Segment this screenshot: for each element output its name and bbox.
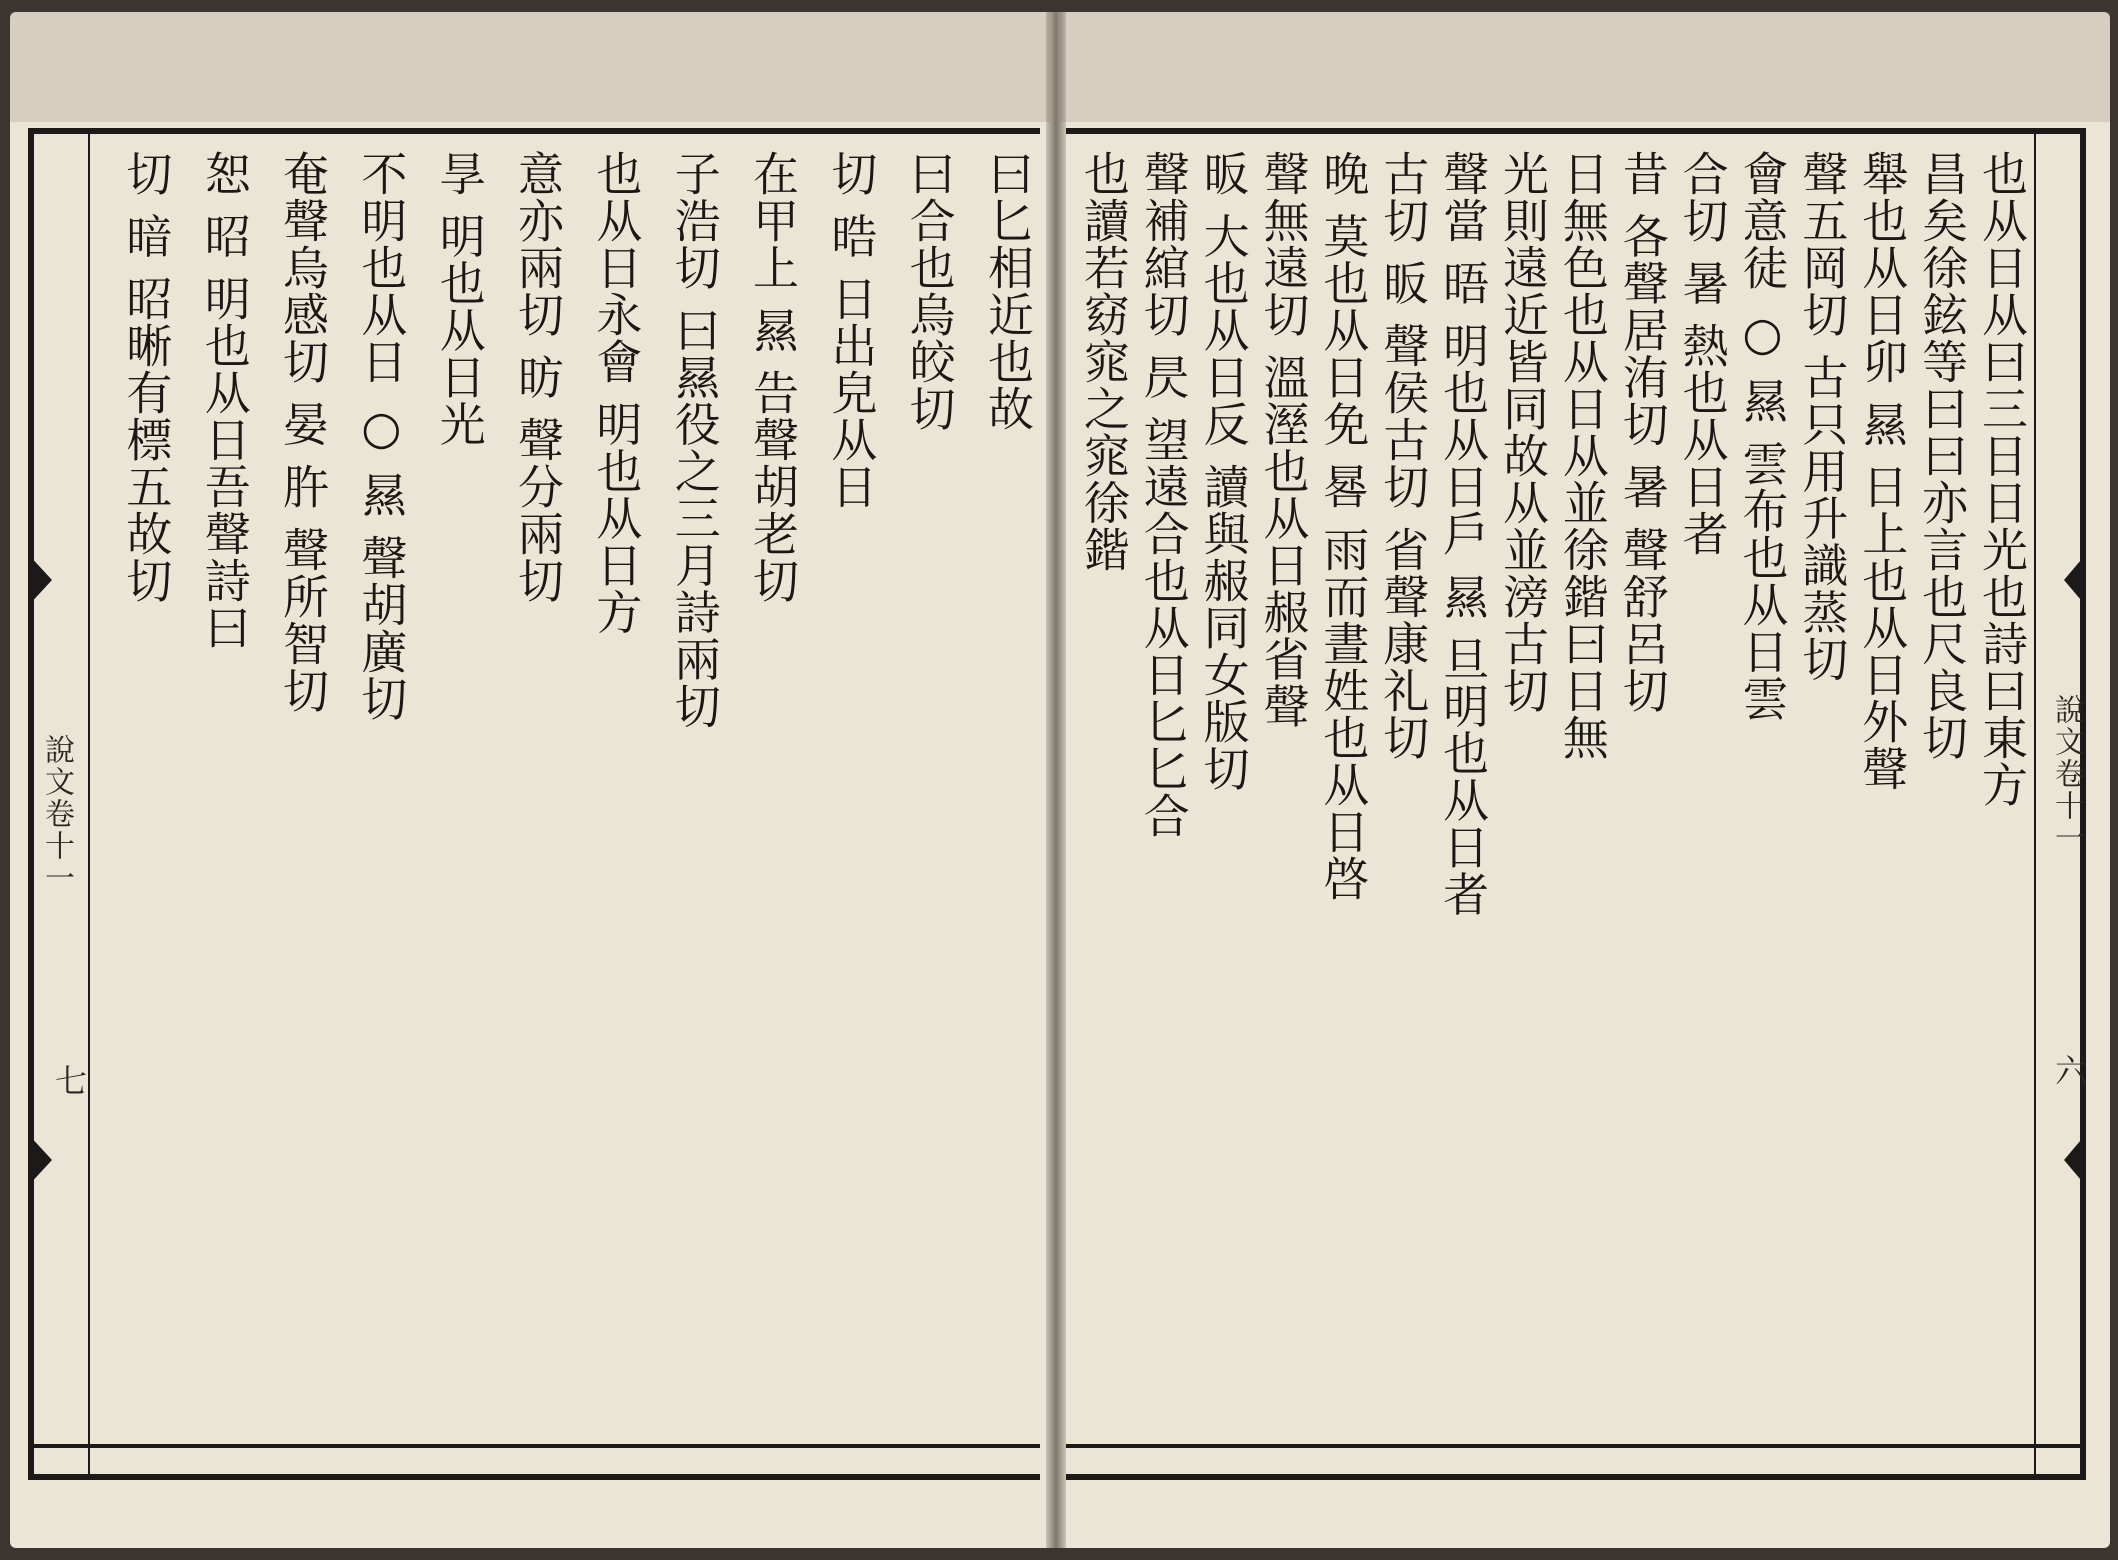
text-column: 也讀若窈窕之窕徐鍇 — [1076, 150, 1131, 573]
text-column: 在甲上 㬎 告聲胡老切 — [746, 150, 801, 605]
text-column: 會意徒 ○ 㬎 雲布也从日雲 — [1735, 150, 1790, 722]
fishtail-mark-bottom — [28, 1134, 52, 1186]
text-column: 切 暗 昭晰有標五故切 — [119, 150, 174, 605]
text-column: 聲五岡切 古只用升識蒸切 — [1795, 150, 1850, 683]
text-column: 也从日永會 明也从日方 — [589, 150, 644, 636]
fold-title: 說文卷十一 — [39, 734, 74, 894]
text-column: 恕 昭 明也从日吾聲詩曰 — [197, 150, 252, 652]
text-column: 光則遠近皆同故从並滂古切 — [1496, 150, 1550, 714]
fishtail-mark-top — [28, 554, 52, 606]
left-text-columns — [96, 150, 1036, 1460]
text-column: 昄 大也从日反 讀與赧同女版切 — [1196, 150, 1251, 793]
leaf-number: 七 — [50, 1064, 88, 1096]
text-column: 晚 莫也从日免 晷 雨而晝姓也从日啓 — [1316, 150, 1371, 902]
text-column: 曰合也烏皎切 — [902, 150, 957, 432]
text-column: 㫗 明也从日光 — [432, 150, 487, 448]
text-column: 昔 各聲居洧切 暑 聲舒呂切 — [1615, 150, 1670, 714]
top-margin-right — [1060, 12, 2110, 122]
text-column: 不明也从日 ○ 㬎 聲胡廣切 — [354, 150, 409, 722]
text-column: 意亦兩切 昉 聲分兩切 — [511, 150, 566, 605]
text-column: 古切 昄 聲侯古切 省聲康礼切 — [1376, 150, 1431, 761]
text-column: 聲無遠切 溫溼也从日赧省聲 — [1256, 150, 1311, 730]
left-fold-column — [28, 134, 90, 1474]
text-column: 切 晧 日出皃从日 — [824, 150, 879, 511]
bottom-rule-right — [1066, 1444, 2086, 1484]
top-margin — [10, 12, 1050, 122]
leaf-number-right: 六 — [2050, 1054, 2088, 1086]
text-column: 子浩切 曰㬎役之三月詩兩切 — [667, 150, 722, 730]
text-column: 曰匕相近也故 — [981, 150, 1035, 432]
right-fold-column — [2034, 134, 2086, 1474]
text-column: 合切 暑 熱也从日者 — [1675, 150, 1730, 558]
right-text-columns — [1072, 150, 2030, 1460]
fishtail-mark-bottom-right — [2064, 1134, 2086, 1186]
text-column: 舉也从日卯 㬎 日上也从日外聲 — [1855, 150, 1910, 793]
bottom-rule-left — [28, 1444, 1040, 1484]
fishtail-mark-top-right — [2064, 554, 2086, 606]
fold-title-right: 說文卷十一 — [2049, 694, 2084, 854]
text-column: 也从日从曰三日日光也詩曰東方 — [1975, 150, 2029, 808]
text-column: 昌矣徐鉉等曰曰亦言也尺良切 — [1915, 150, 1970, 761]
text-column: 日無色也从日从並徐鍇曰日無 — [1555, 150, 1610, 761]
text-column: 聲補綰切 昃 望遠合也从日匕匕合 — [1136, 150, 1191, 840]
text-column: 奄聲烏感切 晏 㬳 聲所智切 — [276, 150, 331, 714]
book-gutter — [1046, 12, 1066, 1548]
text-column: 聲當 晤 明也从日戶 㬎 旦明也从日者 — [1436, 150, 1491, 918]
